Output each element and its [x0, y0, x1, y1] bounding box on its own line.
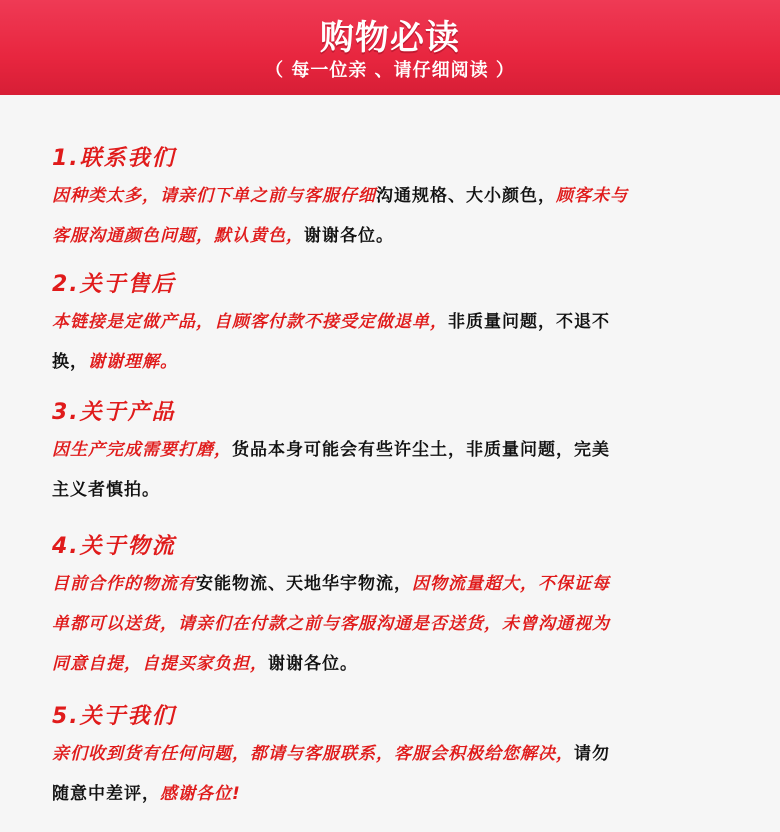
- body-line: [52, 430, 742, 470]
- red-text: 顾客未与: [556, 186, 628, 206]
- black-text: 安能物流、天地华宇物流，: [196, 574, 412, 594]
- black-text: 非质量问题，不退不: [448, 312, 610, 332]
- red-text: 目前合作的物流有: [52, 574, 196, 594]
- black-text: 货品本身可能会有些许尘土，非质量问题，完美: [232, 440, 610, 460]
- page-subtitle: （ 每一位亲 、请仔细阅读 ）: [265, 60, 515, 81]
- black-text: 沟通规格、大小颜色，: [376, 186, 556, 206]
- body-line: [52, 342, 742, 382]
- red-text: 因物流量超大，不保证每: [412, 574, 610, 594]
- red-text: 谢谢理解。: [88, 352, 178, 372]
- red-text: 亲们收到货有任何问题，都请与客服联系，客服会积极给您解决，: [52, 744, 574, 764]
- red-text: 客服沟通颜色问题，默认黄色，: [52, 226, 304, 246]
- red-text: 因生产完成需要打磨，: [52, 440, 232, 460]
- red-text: 本链接是定做产品，自顾客付款不接受定做退单，: [52, 312, 448, 332]
- section-title: 4.关于物流: [52, 534, 176, 559]
- page-title: 购物必读: [320, 18, 460, 58]
- section-body: [52, 176, 742, 256]
- body-line: [52, 216, 742, 256]
- body-line: [52, 176, 742, 216]
- black-text: 谢谢各位。: [268, 654, 358, 674]
- body-line: [52, 302, 742, 342]
- body-line: [52, 734, 742, 774]
- section-after-sales: [52, 268, 742, 382]
- section-title: 3.关于产品: [52, 400, 176, 425]
- section-body: [52, 564, 742, 684]
- body-line: [52, 564, 742, 604]
- section-title: 2.关于售后: [52, 272, 176, 297]
- body-line: [52, 644, 742, 684]
- black-text: 请勿: [574, 744, 610, 764]
- section-title: 1.联系我们: [52, 146, 176, 171]
- black-text: 随意中差评，: [52, 784, 160, 804]
- body-line: [52, 470, 742, 510]
- section-contact: [52, 142, 742, 256]
- section-body: [52, 430, 742, 510]
- red-text: 因种类太多，请亲们下单之前与客服仔细: [52, 186, 376, 206]
- body-line: [52, 774, 742, 814]
- section-logistics: [52, 530, 742, 684]
- black-text: 换，: [52, 352, 88, 372]
- body-line: [52, 604, 742, 644]
- black-text: 主义者慎拍。: [52, 480, 160, 500]
- red-text: 单都可以送货，请亲们在付款之前与客服沟通是否送货，未曾沟通视为: [52, 614, 610, 634]
- section-body: [52, 302, 742, 382]
- section-body: [52, 734, 742, 814]
- section-about-us: [52, 700, 742, 814]
- section-title: 5.关于我们: [52, 704, 176, 729]
- header-banner: [0, 0, 780, 95]
- red-text: 同意自提，自提买家负担，: [52, 654, 268, 674]
- black-text: 谢谢各位。: [304, 226, 394, 246]
- red-text: 感谢各位!: [160, 784, 241, 804]
- section-product: [52, 396, 742, 510]
